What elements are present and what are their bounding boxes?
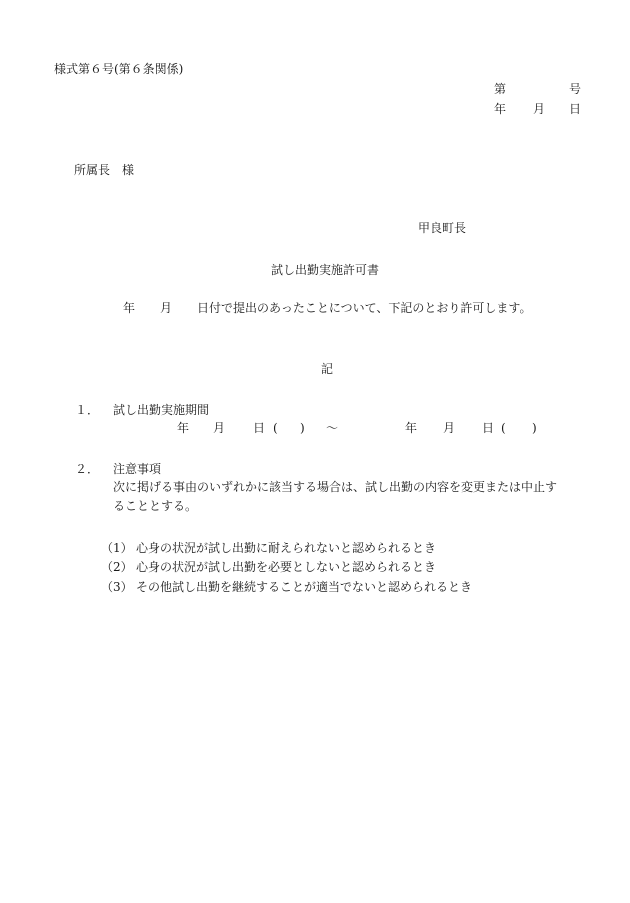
period-end-month: 月 (443, 421, 456, 435)
section2-body-line1: 次に掲げる事由のいずれかに該当する場合は、試し出勤の内容を変更または中止す (113, 480, 558, 494)
issue-date-day: 日 (569, 102, 582, 116)
section2-number: ２． (75, 462, 100, 476)
doc-number-suffix: 号 (569, 82, 582, 96)
period-end-paren-close: ) (532, 421, 537, 435)
list-item-number: （3） (101, 580, 133, 594)
period-start-month: 月 (213, 421, 226, 435)
list-item-text: その他試し出勤を継続することが適当でないと認められるとき (136, 580, 473, 594)
document-title: 試し出勤実施許可書 (271, 263, 380, 277)
period-start-paren-close: ) (300, 421, 305, 435)
list-item-text: 心身の状況が試し出勤を必要としないと認められるとき (136, 560, 437, 574)
list-item-number: （1） (101, 541, 133, 555)
period-end-paren-open: ( (501, 421, 506, 435)
form-label: 様式第６号(第６条関係) (54, 62, 184, 76)
section2-heading: 注意事項 (113, 462, 162, 476)
intro-year: 年 (123, 301, 136, 315)
period-start-paren-open: ( (273, 421, 278, 435)
period-start-day: 日 (253, 421, 266, 435)
issue-date-year: 年 (494, 102, 507, 116)
doc-number-prefix: 第 (494, 82, 507, 96)
intro-month: 月 (160, 301, 173, 315)
period-tilde: ～ (326, 421, 339, 435)
issue-date-month: 月 (533, 102, 546, 116)
issuer: 甲良町長 (418, 221, 467, 235)
recipient: 所属長 様 (74, 163, 135, 177)
section1-heading: 試し出勤実施期間 (113, 403, 210, 417)
intro-text: 日付で提出のあったことについて、下記のとおり許可します。 (197, 301, 532, 315)
period-end-year: 年 (405, 421, 418, 435)
list-item-text: 心身の状況が試し出勤に耐えられないと認められるとき (136, 541, 437, 555)
period-end-day: 日 (482, 421, 495, 435)
list-item-number: （2） (101, 560, 133, 574)
section1-number: １． (75, 403, 100, 417)
ki-mark: 記 (321, 362, 334, 376)
section2-body-line2: ることとする。 (113, 499, 198, 513)
period-start-year: 年 (177, 421, 190, 435)
